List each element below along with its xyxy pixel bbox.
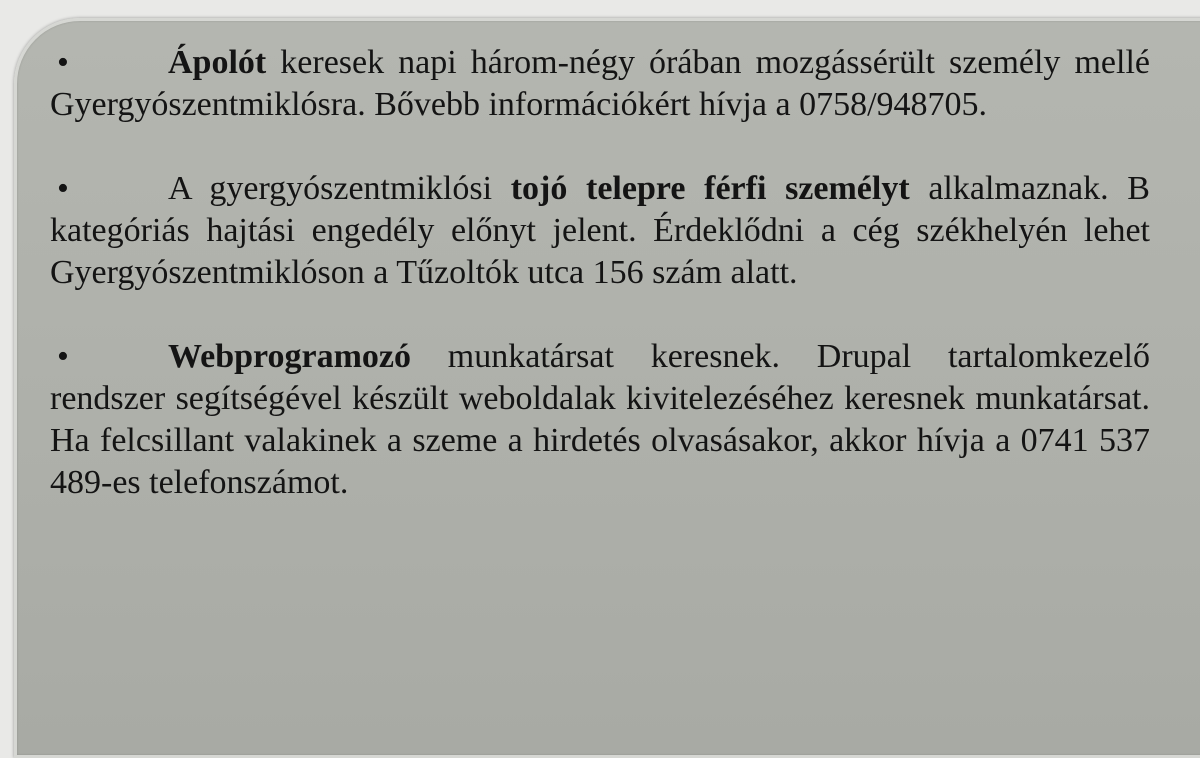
job-ad-nurse [50, 42, 1150, 126]
job-ad-egg-farm [50, 168, 1150, 294]
ad-body-text: keresek napi három-négy órában mozgássérült személy mellé Gyergyószentmiklósra. Bővebb információkért hívja a 0758/948705. [50, 44, 1150, 123]
job-ad-web-programmer [50, 336, 1150, 504]
ad-body-text: alkalmaznak. B kategóriás hajtási engedély előnyt jelent. Érdeklődni a cég székhelyén lehet Gyergyószentmiklóson a Tűzoltók utca 156 szám alatt. [50, 170, 1150, 291]
bullet-marker: • [57, 170, 69, 207]
ad-body-text: munkatársat keresnek. Drupal tartalomkezelő rendszer segítségével készült weboldalak kivitelezéséhez keresnek munkatársat. Ha felcsillant valakinek a szeme a hirdetés olvasásakor, akkor hívja a 0741 537 489-es telefonszámot. [50, 338, 1150, 501]
ad-highlight: Webprogramozó [168, 338, 412, 375]
bullet-marker: • [57, 338, 69, 375]
ad-highlight: tojó telepre férfi személyt [510, 170, 910, 207]
job-ads-list [50, 42, 1150, 504]
bullet-marker: • [57, 44, 69, 81]
ad-lead-text: A gyergyószentmiklósi [168, 170, 511, 207]
ad-highlight: Ápolót [168, 44, 267, 81]
